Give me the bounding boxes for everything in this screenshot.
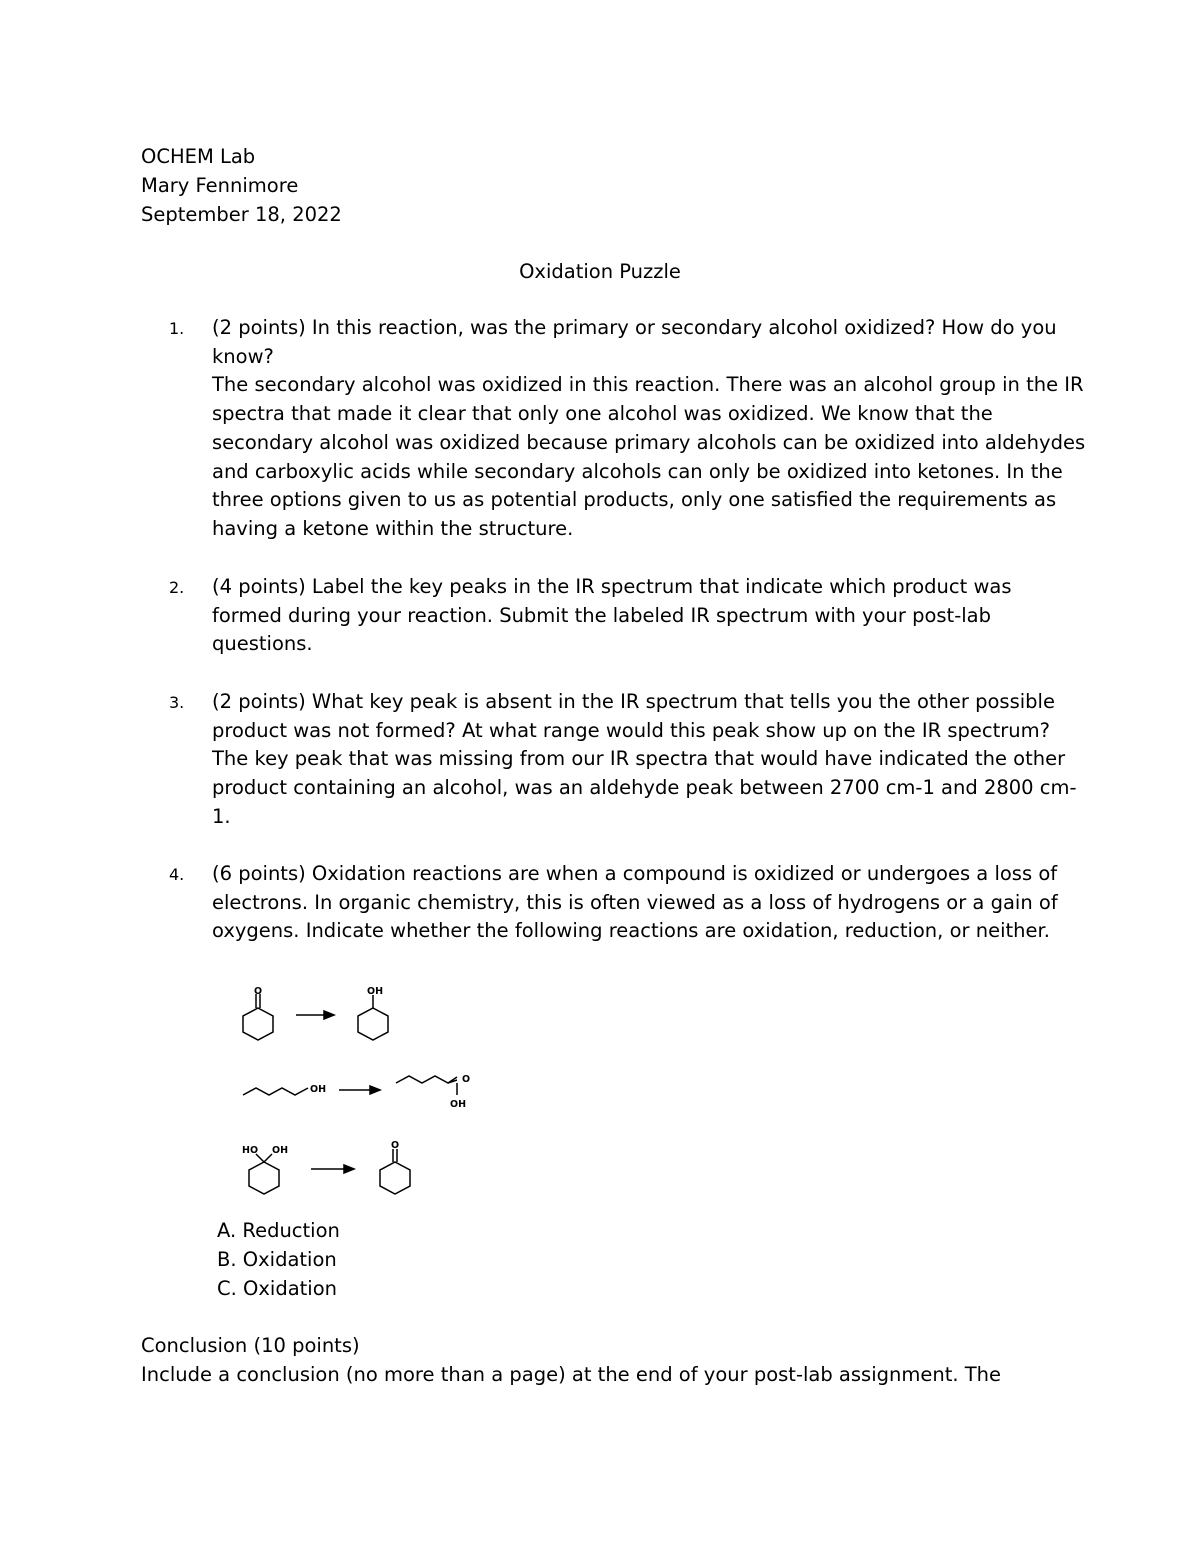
answer-list <box>217 1216 340 1303</box>
course-name: OCHEM Lab <box>141 145 256 168</box>
answer-item: B. Oxidation <box>217 1248 337 1271</box>
answer-line: three options given to us as potential products, only one satisfied the requirements as <box>212 488 1057 512</box>
question-line: electrons. In organic chemistry, this is often viewed as a loss of hydrogens or a gain of <box>212 890 1058 914</box>
answer-line: having a ketone within the structure. <box>212 516 574 540</box>
answer-line: product containing an alcohol, was an aldehyde peak between 2700 cm-1 and 2800 cm- <box>212 776 1077 800</box>
oxygen-label: O <box>462 1074 471 1085</box>
answer-item: A. Reduction <box>217 1219 340 1242</box>
arrowhead-a <box>324 1011 334 1019</box>
author-name: Mary Fennimore <box>141 174 299 197</box>
question-number: 2. <box>169 578 185 597</box>
question-line: know? <box>212 344 274 368</box>
question-line: formed during your reaction. Submit the labeled IR spectrum with your post-lab <box>212 603 991 627</box>
hydroxyl-label: HO <box>242 1145 259 1156</box>
question-line: (2 points) In this reaction, was the primary or secondary alcohol oxidized? How do you <box>212 316 1057 339</box>
question-number: 3. <box>169 693 185 712</box>
arrowhead-c <box>344 1165 354 1173</box>
hydroxyl-label: OH <box>450 1099 467 1110</box>
hydroxyl-label: OH <box>272 1145 289 1156</box>
conclusion-text: Include a conclusion (no more than a page) at the end of your post-lab assignment. The <box>141 1363 1002 1386</box>
question-line: oxygens. Indicate whether the following reactions are oxidation, reduction, or neither. <box>212 919 1050 943</box>
hydroxyl-label: OH <box>310 1084 327 1095</box>
reaction-a <box>243 994 388 1040</box>
answer-line: The secondary alcohol was oxidized in this reaction. There was an alcohol group in the IR <box>212 373 1084 397</box>
question-line: product was not formed? At what range would this peak show up on the IR spectrum? <box>212 718 1050 742</box>
reaction-b <box>243 1076 457 1095</box>
document-date: September 18, 2022 <box>141 203 342 226</box>
answer-item: C. Oxidation <box>217 1277 337 1300</box>
answer-line: 1. <box>212 804 231 828</box>
oxygen-label: O <box>254 986 263 997</box>
question-number: 1. <box>169 319 185 338</box>
conclusion-heading: Conclusion (10 points) <box>141 1334 360 1357</box>
answer-line: spectra that made it clear that only one alcohol was oxidized. We know that the <box>212 402 993 426</box>
question-line: (6 points) Oxidation reactions are when a compound is oxidized or undergoes a loss of <box>212 862 1058 885</box>
question-line: questions. <box>212 632 313 656</box>
answer-line: The key peak that was missing from our IR spectra that would have indicated the other <box>212 747 1066 771</box>
answer-line: secondary alcohol was oxidized because primary alcohols can be oxidized into aldehydes <box>212 430 1086 454</box>
answer-line: and carboxylic acids while secondary alcohols can only be oxidized into ketones. In the <box>212 459 1063 483</box>
question-number: 4. <box>169 865 185 884</box>
arrowhead-b <box>370 1086 380 1094</box>
question-line: (2 points) What key peak is absent in the IR spectrum that tells you the other possible <box>212 690 1055 713</box>
page-title: Oxidation Puzzle <box>519 260 681 283</box>
hydroxyl-label: OH <box>367 986 384 997</box>
question-line: (4 points) Label the key peaks in the IR spectrum that indicate which product was <box>212 575 1012 598</box>
oxygen-label: O <box>391 1140 400 1151</box>
